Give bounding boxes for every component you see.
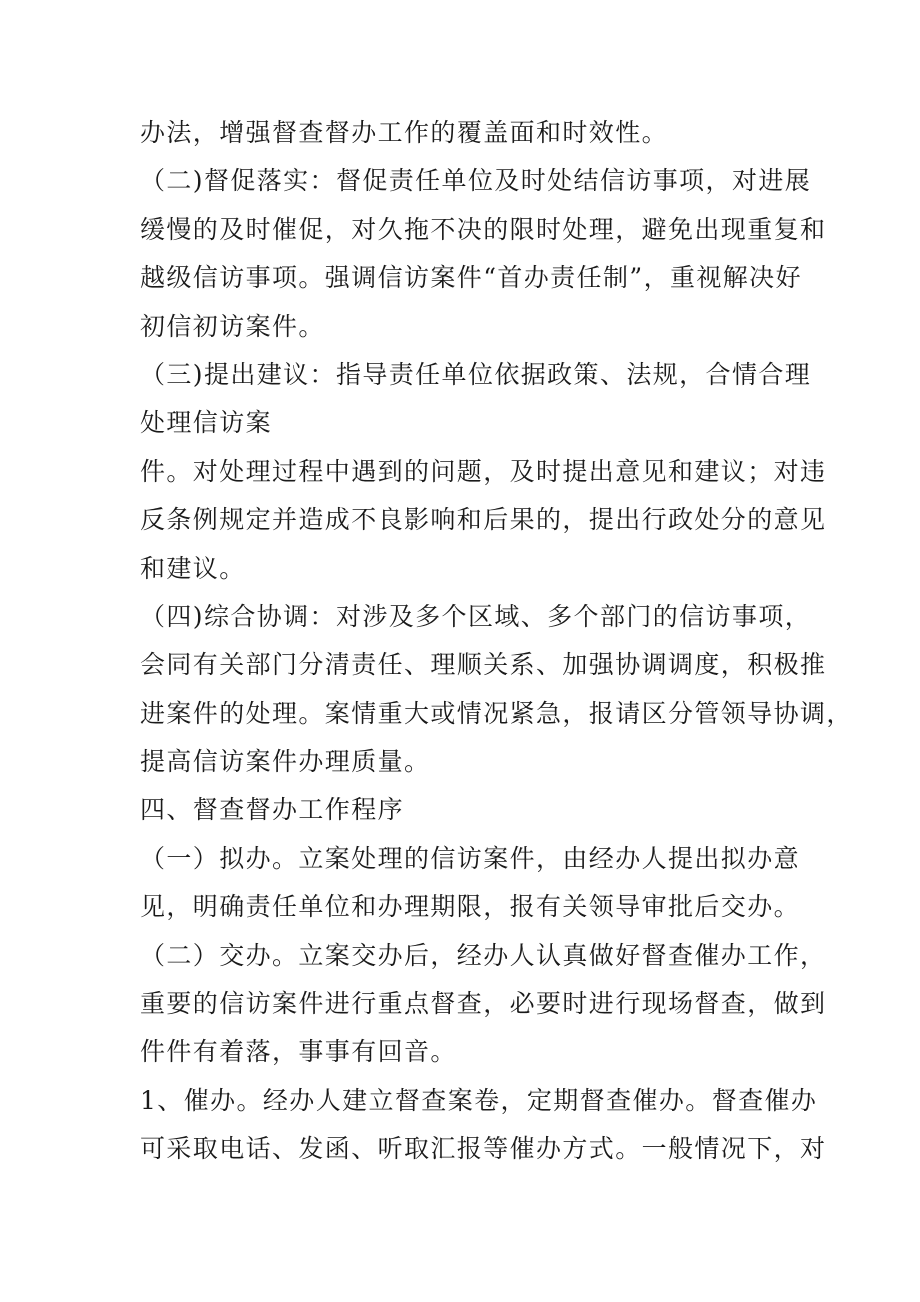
text-line: 提高信访案件办理质量。 bbox=[140, 747, 431, 777]
text-line: 会同有关部门分清责任、理顺关系、加强协调调度，积极推 bbox=[140, 650, 827, 680]
text-line: 见，明确责任单位和办理期限，报有关领导审批后交办。 bbox=[140, 892, 801, 922]
text-line: （三)提出建议：指导责任单位依据政策、法规，合情合理 bbox=[140, 359, 812, 389]
text-line: 反条例规定并造成不良影响和后果的，提出行政处分的意见 bbox=[140, 505, 827, 535]
text-line: 缓慢的及时催促，对久拖不决的限时处理，避免出现重复和 bbox=[140, 214, 827, 244]
text-line: 可采取电话、发函、听取汇报等催办方式。一般情况下，对 bbox=[140, 1134, 827, 1164]
text-line: 件件有着落，事事有回音。 bbox=[140, 1037, 457, 1067]
text-line: 重要的信访案件进行重点督查，必要时进行现场督查，做到 bbox=[140, 989, 827, 1019]
section-heading: 四、督查督办工作程序 bbox=[140, 795, 405, 825]
text-line: 越级信访事项。强调信访案件“首办责任制”，重视解决好 bbox=[140, 263, 802, 293]
text-line: 和建议。 bbox=[140, 553, 246, 583]
text-line: 1、催办。经办人建立督查案卷，定期督查催办。督查催办 bbox=[140, 1085, 818, 1115]
text-line: （二)督促落实：督促责任单位及时处结信访事项，对进展 bbox=[140, 166, 812, 196]
text-line: （二）交办。立案交办后，经办人认真做好督查催办工作， bbox=[140, 940, 827, 970]
text-line: 进案件的处理。案情重大或情况紧急，报请区分管领导协调， bbox=[140, 698, 853, 728]
text-line: 件。对处理过程中遇到的问题，及时提出意见和建议；对违 bbox=[140, 456, 827, 486]
text-line: 办法，增强督查督办工作的覆盖面和时效性。 bbox=[140, 118, 669, 147]
text-line: 处理信访案 bbox=[140, 408, 273, 438]
text-line: （一）拟办。立案处理的信访案件，由经办人提出拟办意 bbox=[140, 843, 801, 873]
text-line: （四)综合协调：对涉及多个区域、多个部门的信访事项， bbox=[140, 601, 812, 631]
text-line: 初信初访案件。 bbox=[140, 311, 325, 341]
document-body bbox=[140, 109, 853, 1174]
